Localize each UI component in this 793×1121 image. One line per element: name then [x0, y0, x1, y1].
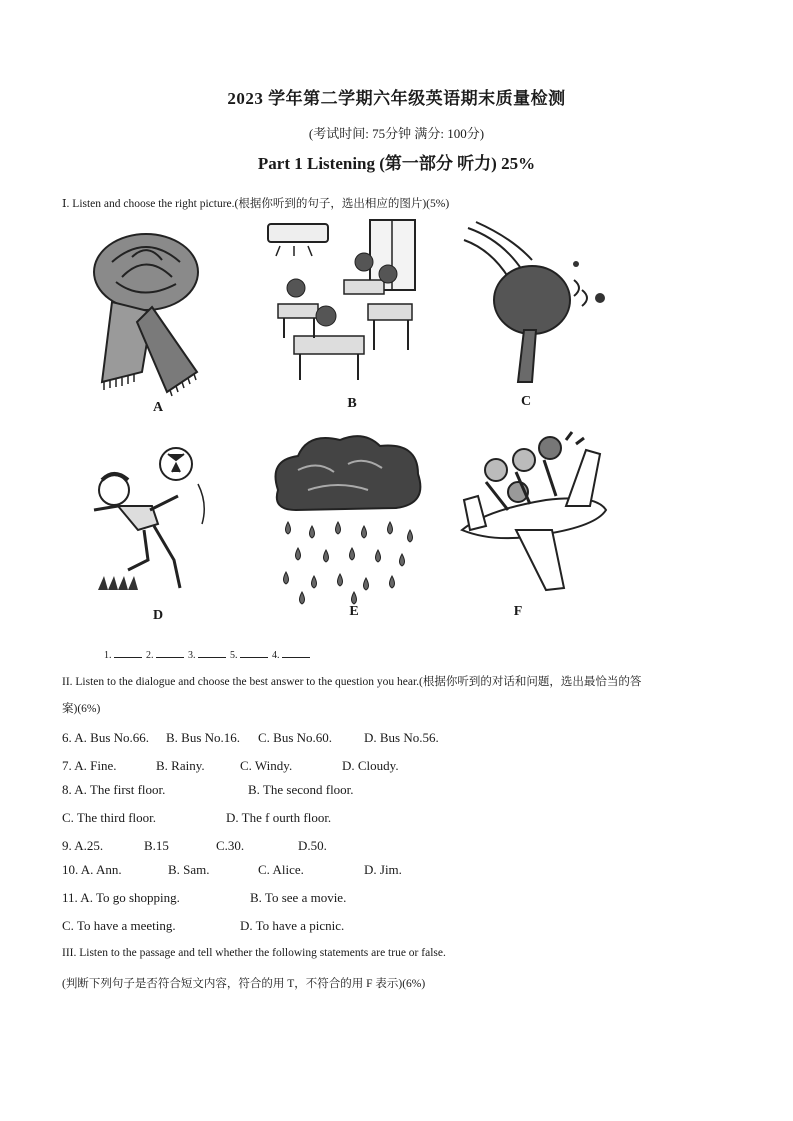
q9-option-c: C.30. — [216, 838, 245, 853]
q11-option-a: 11. A. To go shopping. — [62, 890, 180, 905]
windy-tree-icon — [462, 220, 612, 388]
section2-instruction-line2: 案)(6%) — [62, 703, 101, 715]
q11-option-c: C. To have a meeting. — [62, 918, 176, 933]
children-on-plane-icon — [456, 430, 612, 602]
classroom-air-conditioner-icon — [260, 218, 422, 390]
section3-instruction-line1: III. Listen to the passage and tell whether the following statements are true or false. — [62, 947, 446, 959]
q8-option-b: B. The second floor. — [248, 782, 354, 797]
section1-instruction: Ⅰ. Listen and choose the right picture.(根据你听到的句子，选出相应的图片)(5%) — [62, 198, 450, 210]
q9-option-b: B.15 — [144, 838, 169, 853]
answer-blank-3[interactable] — [198, 648, 226, 658]
q10-option-b: B. Sam. — [168, 862, 210, 877]
answer-blanks — [104, 648, 312, 661]
answer-label-3: 3. — [188, 650, 196, 661]
q9-option-d: D.50. — [298, 838, 327, 853]
q7-option-c: C. Windy. — [240, 758, 293, 773]
q10-option-c: C. Alice. — [258, 862, 304, 877]
q10-option-a: 10. A. Ann. — [62, 862, 122, 877]
picture-label-f: F — [513, 604, 523, 619]
boy-kicking-ball-icon — [88, 440, 212, 602]
picture-label-c: C — [520, 394, 532, 409]
page-title: 2023 学年第二学期六年级英语期末质量检测 — [227, 89, 566, 108]
q6-option-a: 6. A. Bus No.66. — [62, 730, 150, 745]
q8-option-d: D. The f ourth floor. — [226, 810, 332, 825]
answer-label-4: 4. — [272, 650, 280, 661]
q11-option-d: D. To have a picnic. — [240, 918, 345, 933]
q9-option-a: 9. A.25. — [62, 838, 104, 853]
part-heading: Part 1 Listening (第一部分 听力) 25% — [257, 154, 536, 173]
rain-cloud-icon — [268, 430, 426, 606]
q7-option-a: 7. A. Fine. — [62, 758, 117, 773]
section3-instruction-line2: (判断下列句子是否符合短文内容，符合的用 T，不符合的用 F 表示)(6%) — [62, 978, 426, 990]
q6-option-d: D. Bus No.56. — [364, 730, 439, 745]
picture-label-e: E — [349, 604, 359, 619]
answer-blank-5[interactable] — [240, 648, 268, 658]
q7-option-b: B. Rainy. — [156, 758, 205, 773]
answer-label-1: 1. — [104, 650, 112, 661]
exam-info: (考试时间: 75分钟 满分: 100分) — [308, 126, 485, 141]
section2-instruction-line1: II. Listen to the dialogue and choose the best answer to the question you hear.(根据你听到的对话和问题，选出最恰当的答 — [62, 676, 642, 688]
q7-option-d: D. Cloudy. — [342, 758, 399, 773]
q11-option-b: B. To see a movie. — [250, 890, 347, 905]
answer-blank-2[interactable] — [156, 648, 184, 658]
answer-label-2: 2. — [146, 650, 154, 661]
answer-blank-1[interactable] — [114, 648, 142, 658]
q6-option-b: B. Bus No.16. — [166, 730, 241, 745]
q10-option-d: D. Jim. — [364, 862, 402, 877]
picture-label-d: D — [152, 608, 164, 623]
answer-blank-4[interactable] — [282, 648, 310, 658]
q8-option-c: C. The third floor. — [62, 810, 157, 825]
scarf-icon — [82, 222, 212, 397]
picture-label-b: B — [347, 396, 357, 411]
q8-option-a: 8. A. The first floor. — [62, 782, 166, 797]
answer-label-5: 5. — [230, 650, 238, 661]
q6-option-c: C. Bus No.60. — [258, 730, 333, 745]
picture-label-a: A — [152, 400, 164, 415]
